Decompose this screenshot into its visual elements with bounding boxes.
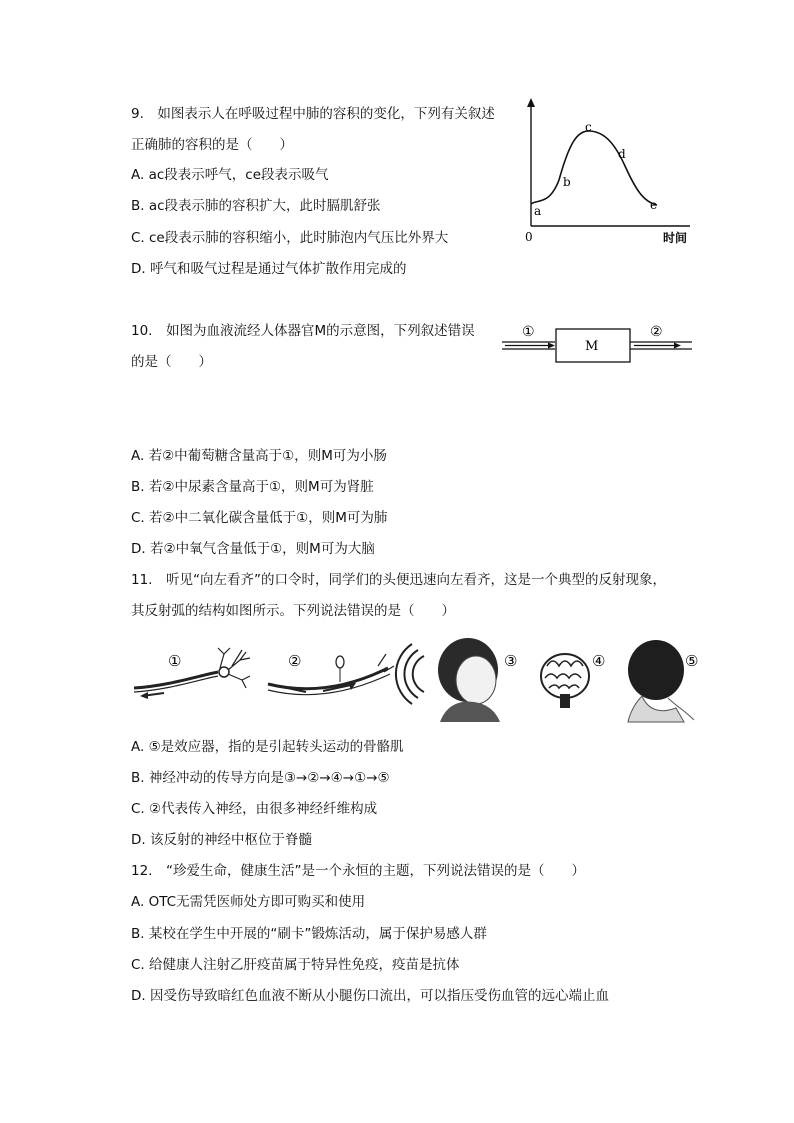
q10-stem-line1: 10. 如图为血液流经人体器官M的示意图，下列叙述错误: [131, 323, 475, 339]
q9-option-c: C. ce段表示肺的容积缩小，此时肺泡内气压比外界大: [131, 230, 449, 246]
graph-label-e: e: [650, 198, 658, 212]
head-hearing-illustration: [396, 638, 500, 722]
graph-origin: 0: [525, 230, 533, 244]
q11-option-b: B. 神经冲动的传导方向是③→②→④→①→⑤: [131, 770, 390, 786]
q12-option-c: C. 给健康人注射乙肝疫苗属于特异性免疫，疫苗是抗体: [131, 957, 460, 973]
figure-label-4: ④: [592, 652, 606, 670]
graph-x-axis-label: 时间: [663, 231, 688, 245]
figure-label-1: ①: [168, 652, 182, 670]
q11-option-d: D. 该反射的神经中枢位于脊髓: [131, 832, 312, 848]
nerve-fiber-illustration: [268, 654, 394, 695]
q11-stem-line1: 11. 听见“向左看齐”的口令时，同学们的头便迅速向左看齐，这是一个典型的反射现象，: [131, 572, 666, 588]
graph-label-a: a: [534, 204, 542, 218]
q9-stem-line1: 9. 如图表示人在呼吸过程中肺的容积的变化，下列有关叙述: [131, 106, 495, 122]
outflow-label: ②: [650, 324, 663, 340]
q11-option-a: A. ⑤是效应器，指的是引起转头运动的骨骼肌: [131, 739, 404, 755]
q11-stem-line2: 其反射弧的结构如图所示。下列说法错误的是（ ）: [131, 603, 455, 619]
q12-stem: 12. “珍爱生命，健康生活”是一个永恒的主题，下列说法错误的是（ ）: [131, 863, 585, 879]
q10-option-c: C. 若②中二氧化碳含量低于①，则M可为肺: [131, 510, 388, 526]
organ-m-label: M: [585, 339, 599, 354]
figure-label-5: ⑤: [685, 652, 699, 670]
q12-option-a: A. OTC无需凭医师处方即可购买和使用: [131, 894, 366, 910]
graph-label-c: c: [585, 120, 592, 134]
q10-option-a: A. 若②中葡萄糖含量高于①，则M可为小肠: [131, 448, 387, 464]
q11-option-c: C. ②代表传入神经，由很多神经纤维构成: [131, 801, 378, 817]
lung-volume-graph: [515, 98, 700, 248]
inflow-label: ①: [522, 324, 535, 340]
q9-option-b: B. ac段表示肺的容积扩大，此时膈肌舒张: [131, 198, 381, 214]
graph-label-d: d: [618, 147, 626, 161]
q10-stem-line2: 的是（ ）: [131, 354, 212, 370]
blood-flow-diagram: [500, 318, 700, 368]
q12-option-d: D. 因受伤导致暗红色血液不断从小腿伤口流出，可以指压受伤血管的远心端止血: [131, 988, 609, 1004]
q10-option-b: B. 若②中尿素含量高于①，则M可为肾脏: [131, 479, 374, 495]
figure-label-2: ②: [288, 652, 302, 670]
motor-neuron-illustration: [134, 648, 250, 699]
reflex-arc-figure: [128, 636, 708, 724]
figure-label-3: ③: [504, 652, 518, 670]
q10-option-d: D. 若②中氧气含量低于①，则M可为大脑: [131, 541, 375, 557]
q9-option-a: A. ac段表示呼气，ce段表示吸气: [131, 167, 329, 183]
q9-option-d: D. 呼气和吸气过程是通过气体扩散作用完成的: [131, 261, 407, 277]
graph-label-b: b: [563, 175, 571, 189]
brain-illustration: [541, 654, 589, 708]
q9-stem-line2: 正确肺的容积的是（ ）: [131, 137, 293, 153]
q12-option-b: B. 某校在学生中开展的“刷卡”锻炼活动，属于保护易感人群: [131, 926, 487, 942]
